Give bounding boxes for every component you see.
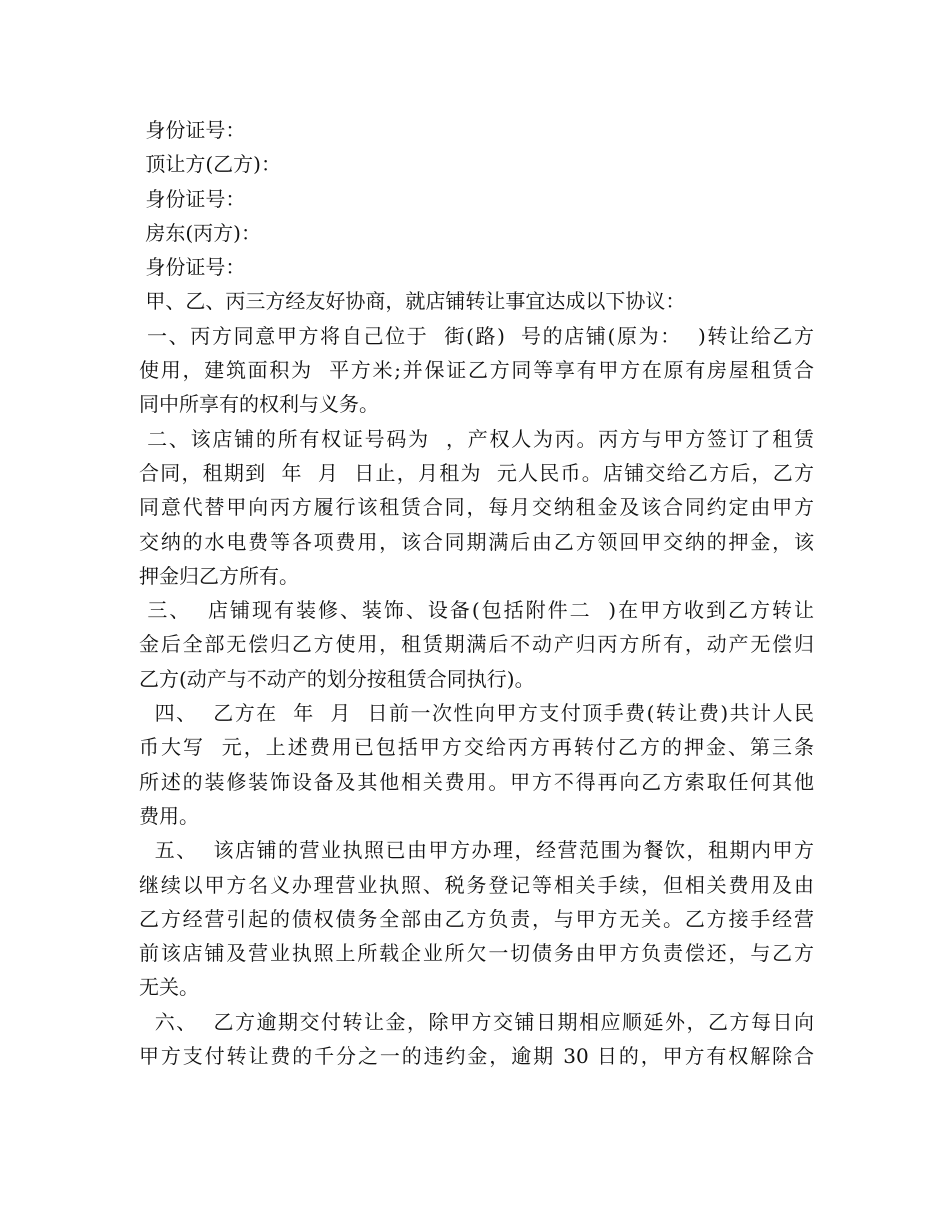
text-line: 身份证号： [139,255,246,280]
text-line: 合同，租期到 年 月 日止，月租为 元人民币。店铺交给乙方后，乙方 [139,460,814,485]
text-line: 押金归乙方所有。 [139,563,299,588]
text-line: 五、 该店铺的营业执照已由甲方办理，经营范围为餐饮，租期内甲方 [139,838,814,863]
document-page [139,113,814,1073]
text-line: 费用。 [139,803,199,828]
text-line: 无关。 [139,975,199,1000]
text-line: 前该店铺及营业执照上所载企业所欠一切债务由甲方负责偿还，与乙方 [139,941,814,966]
text-line: 一、丙方同意甲方将自己位于 街(路) 号的店铺(原为： )转让给乙方 [139,323,814,348]
text-line: 身份证号： [139,186,246,211]
text-line: 身份证号： [139,118,246,142]
text-line: 四、 乙方在 年 月 日前一次性向甲方支付顶手费(转让费)共计人民 [139,701,814,726]
text-line: 乙方经营引起的债权债务全部由乙方负责，与甲方无关。乙方接手经营 [139,906,814,931]
text-line: 同意代替甲向丙方履行该租赁合同，每月交纳租金及该合同约定由甲方 [139,495,814,520]
text-line: 房东(丙方)： [139,220,261,245]
text-line: 顶让方(乙方)： [139,152,281,177]
text-line: 甲、乙、丙三方经友好协商，就店铺转让事宜达成以下协议： [139,289,686,314]
text-line: 币大写 元，上述费用已包括甲方交给丙方再转付乙方的押金、第三条 [139,735,814,760]
text-line: 所述的装修装饰设备及其他相关费用。甲方不得再向乙方索取任何其他 [139,769,814,794]
text-line: 甲方支付转让费的千分之一的违约金，逾期 30 日的，甲方有权解除合 [139,1044,814,1069]
text-line: 二、该店铺的所有权证号码为 ，产权人为丙。丙方与甲方签订了租赁 [139,426,814,451]
text-line: 三、 店铺现有装修、装饰、设备(包括附件二 )在甲方收到乙方转让 [139,598,814,623]
text-line: 交纳的水电费等各项费用，该合同期满后由乙方领回甲交纳的押金，该 [139,529,814,554]
text-line: 乙方(动产与不动产的划分按租赁合同执行)。 [139,666,535,691]
text-line: 使用，建筑面积为 平方米;并保证乙方同等享有甲方在原有房屋租赁合 [139,358,814,383]
text-line: 金后全部无偿归乙方使用，租赁期满后不动产归丙方所有，动产无偿归 [139,632,814,657]
text-line: 继续以甲方名义办理营业执照、税务登记等相关手续，但相关费用及由 [139,872,814,897]
text-line: 同中所享有的权利与义务。 [139,392,379,417]
text-line: 六、 乙方逾期交付转让金，除甲方交铺日期相应顺延外，乙方每日向 [139,1009,814,1034]
